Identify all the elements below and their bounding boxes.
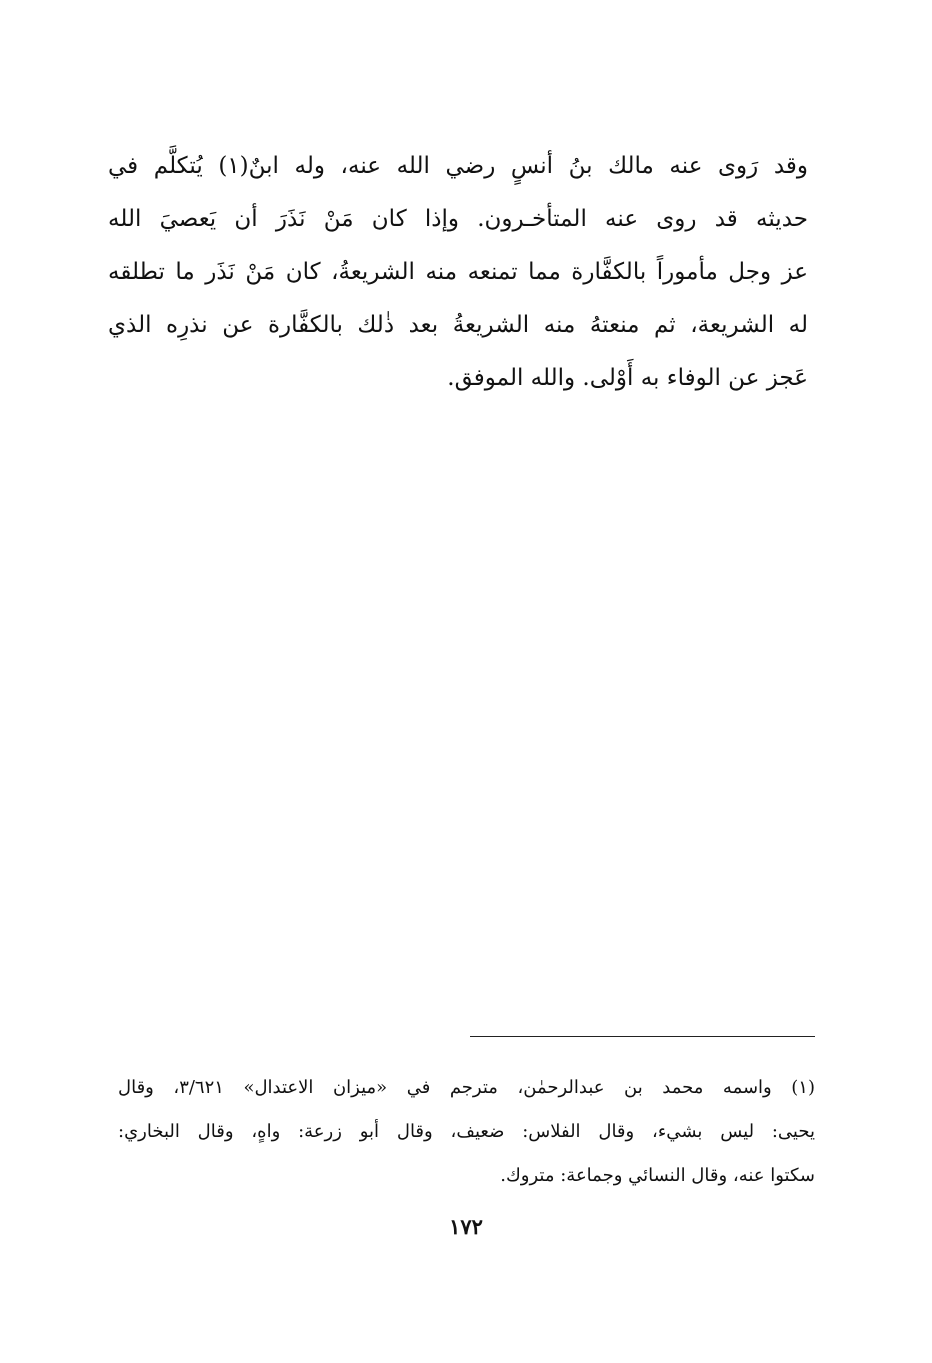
footnote-line-3: سكتوا عنه، وقال النسائي وجماعة: متروك. — [500, 1165, 815, 1186]
footnote-line-1: (١) واسمه محمد بن عبدالرحمٰن، مترجم في «ميزان الاعتدال» ٣/٦٢١، وقال — [118, 1077, 815, 1098]
main-text-line-2: حديثه قد روى عنه المتأخـرون. وإذا كان مَنْ نَذَرَ أن يَعصيَ الله — [108, 206, 808, 232]
main-text-line-4: له الشريعة، ثم منعتهُ منه الشريعةُ بعد ذٰلك بالكفَّارة عن نذرِه الذي — [108, 312, 808, 338]
main-text-line-3: عز وجل مأموراً بالكفَّارة مما تمنعه منه الشريعةُ، كان مَنْ نَذَر ما تطلقه — [108, 259, 808, 285]
main-text-block — [108, 140, 808, 405]
footnote-line-2: يحيى: ليس بشيء، وقال الفلاس: ضعيف، وقال أبو زرعة: واهٍ، وقال البخاري: — [118, 1121, 815, 1142]
footnotes-block — [118, 1066, 815, 1198]
main-text-line-1: وقد رَوى عنه مالك بنُ أنسٍ رضي الله عنه، وله ابنٌ(١) يُتكلَّم في — [108, 153, 808, 179]
main-text-line-5: عَجز عن الوفاء به أَوْلى. والله الموفق. — [447, 365, 808, 391]
page-number: ١٧٢ — [449, 1214, 483, 1239]
footnote-separator — [470, 1036, 815, 1037]
